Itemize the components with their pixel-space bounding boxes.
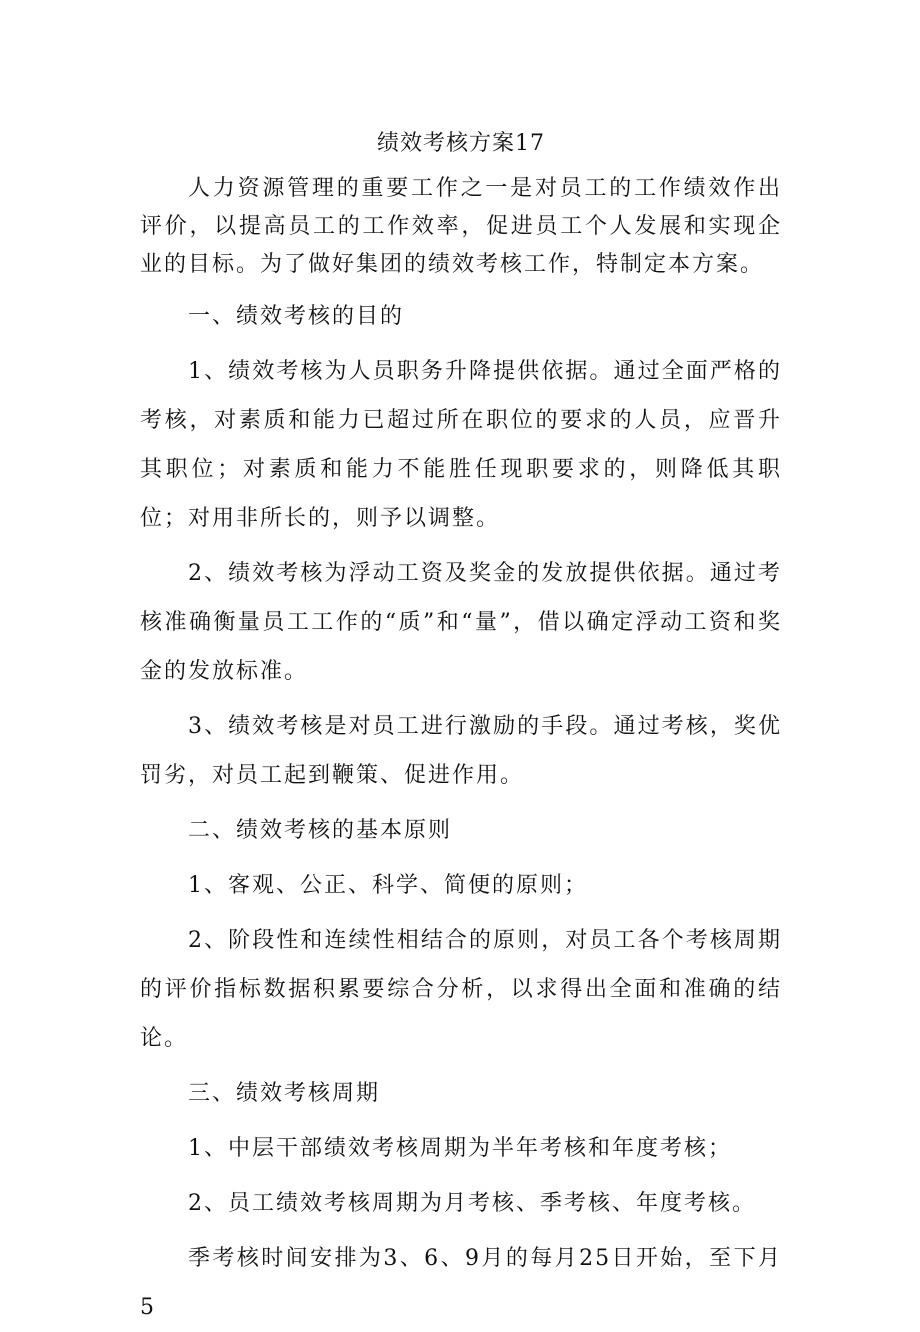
document-title: 绩效考核方案17 xyxy=(377,131,545,156)
paragraph-cycle-1: 1、中层干部绩效考核周期为半年考核和年度考核； xyxy=(188,1136,732,1161)
paragraph-purpose-1: 1、绩效考核为人员职务升降提供依据。通过全面严格的考核，对素质和能力已超过所在职位的要求的人员，应晋升其职位；对素质和能力不能胜任现职要求的，则降低其职位；对用非所长的，则予以调整。 xyxy=(140,359,782,531)
paragraph-purpose-3: 3、绩效考核是对员工进行激励的手段。通过考核，奖优罚劣，对员工起到鞭策、促进作用。 xyxy=(140,714,782,788)
section-heading-cycle: 三、绩效考核周期 xyxy=(188,1081,381,1106)
section-heading-purpose: 一、绩效考核的目的 xyxy=(188,304,405,329)
paragraph-cycle-2: 2、员工绩效考核周期为月考核、季考核、年度考核。 xyxy=(188,1191,756,1216)
document-page xyxy=(140,124,782,1332)
section-heading-principles: 二、绩效考核的基本原则 xyxy=(188,818,453,843)
paragraph-principle-1: 1、客观、公正、科学、简便的原则； xyxy=(188,873,588,898)
paragraph-purpose-2: 2、绩效考核为浮动工资及奖金的发放提供依据。通过考核准确衡量员工工作的“质”和“量”，借以确定浮动工资和奖金的发放标准。 xyxy=(140,561,782,684)
paragraph-intro: 人力资源管理的重要工作之一是对员工的工作绩效作出评价，以提高员工的工作效率，促进员工个人发展和实现企业的目标。为了做好集团的绩效考核工作，特制定本方案。 xyxy=(140,176,782,277)
paragraph-principle-2: 2、阶段性和连续性相结合的原则，对员工各个考核周期的评价指标数据积累要综合分析，以求得出全面和准确的结论。 xyxy=(140,928,782,1051)
paragraph-cycle-schedule: 季考核时间安排为3、6、9月的每月25日开始，至下月5 xyxy=(140,1246,782,1320)
